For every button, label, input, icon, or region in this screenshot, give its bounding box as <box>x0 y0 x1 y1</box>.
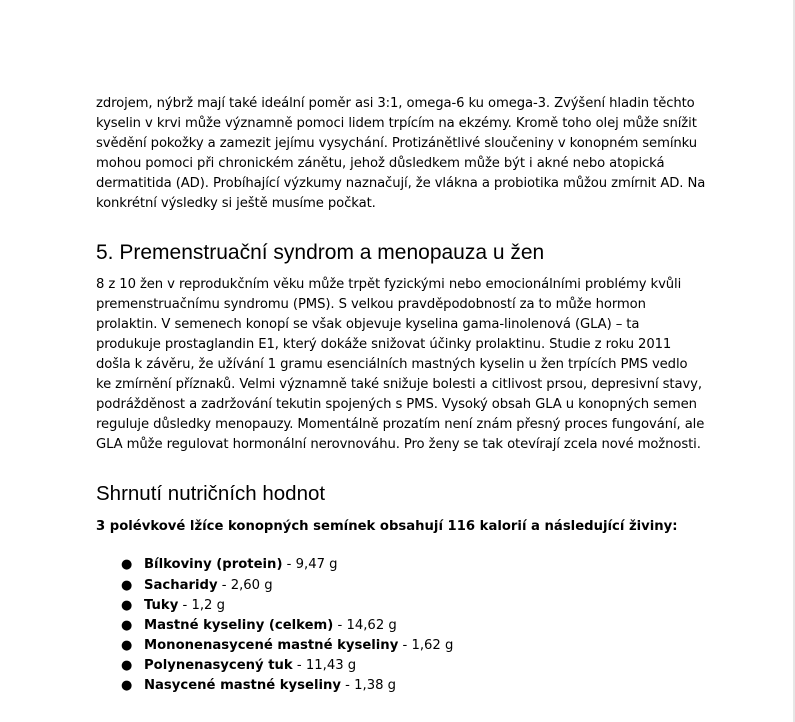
bullet-icon: ● <box>121 677 133 693</box>
nutrient-value: - 14,62 g <box>333 617 397 633</box>
nutrient-name: Sacharidy <box>144 577 218 593</box>
nutrient-name: Mastné kyseliny (celkem) <box>144 617 334 633</box>
bullet-icon: ● <box>121 657 133 673</box>
nutrient-value: - 2,60 g <box>217 577 273 593</box>
list-item <box>96 676 706 696</box>
section-heading-nutrition-summary: Shrnutí nutričních hodnot <box>96 482 326 506</box>
bullet-icon: ● <box>121 557 133 573</box>
list-item <box>96 555 706 575</box>
paragraph-skin-health: zdrojem, nýbrž mají také ideální poměr asi 3:1, omega-6 ku omega-3. Zvýšení hladin těchto kyselin v krvi může významně pomoci lidem trpícím na ekzémy. Kromě toho olej může snížit svědění pokožky a zamezit jejímu vysychání. Protizánětlivé sloučeniny v konopném semínku mohou pomoci při chronickém zánětu, jehož důsledkem může být i akné nebo atopická dermatitida (AD). Probíhající výzkumy naznačují, že vlákna a probiotika můžou zmírnit AD. Na konkrétní výsledky si ještě musíme počkat. <box>96 96 706 212</box>
list-item <box>96 596 706 616</box>
nutrient-list <box>96 555 706 696</box>
nutrient-name: Mononenasycené mastné kyseliny <box>144 637 399 653</box>
list-item <box>96 576 706 596</box>
list-item <box>96 656 706 676</box>
nutrient-name: Nasycené mastné kyseliny <box>144 677 341 693</box>
nutrient-name: Tuky <box>144 597 179 613</box>
bullet-icon: ● <box>121 637 133 653</box>
bullet-icon: ● <box>121 577 133 593</box>
bullet-icon: ● <box>121 597 133 613</box>
nutrient-value: - 1,2 g <box>178 597 225 613</box>
section-heading-pms: 5. Premenstruační syndrom a menopauza u žen <box>96 240 545 264</box>
nutrient-value: - 11,43 g <box>292 657 357 673</box>
list-item <box>96 616 706 636</box>
paragraph-pms: 8 z 10 žen v reprodukčním věku může trpět fyzickými nebo emocionálními problémy kvůli premenstruačnímu syndromu (PMS). S velkou pravděpodobností za to může hormon prolaktin. V semenech konopí se však objevuje kyselina gama-linolenová (GLA) – ta produkuje prostaglandin E1, který dokáže snižovat účinky prolaktinu. Studie z roku 2011 došla k závěru, že užívání 1 gramu esenciálních mastných kyselin u žen trpících PMS vedlo ke zmírnění příznaků. Velmi významně také snižuje bolesti a citlivost prsou, depresivní stavy, podrážděnost a zadržování tekutin spojených s PMS. Vysoký obsah GLA u konopných semen reguluje důsledky menopauzy. Momentálně prozatím není znám přesný proces fungování, ale GLA může regulovat hormonální nerovnováhu. Pro ženy se tak otevírají zcela nové možnosti. <box>96 276 705 453</box>
nutrient-name: Bílkoviny (protein) <box>144 557 283 573</box>
list-item <box>96 636 706 656</box>
nutrient-value: - 1,38 g <box>340 677 397 693</box>
nutrient-value: - 9,47 g <box>282 557 338 573</box>
nutrient-value: - 1,62 g <box>398 637 454 653</box>
document-page <box>96 94 706 696</box>
nutrient-name: Polynenasycený tuk <box>144 657 293 673</box>
bullet-icon: ● <box>121 617 133 633</box>
nutrition-intro: 3 polévkové lžíce konopných semínek obsahují 116 kalorií a následující živiny: <box>96 519 678 535</box>
